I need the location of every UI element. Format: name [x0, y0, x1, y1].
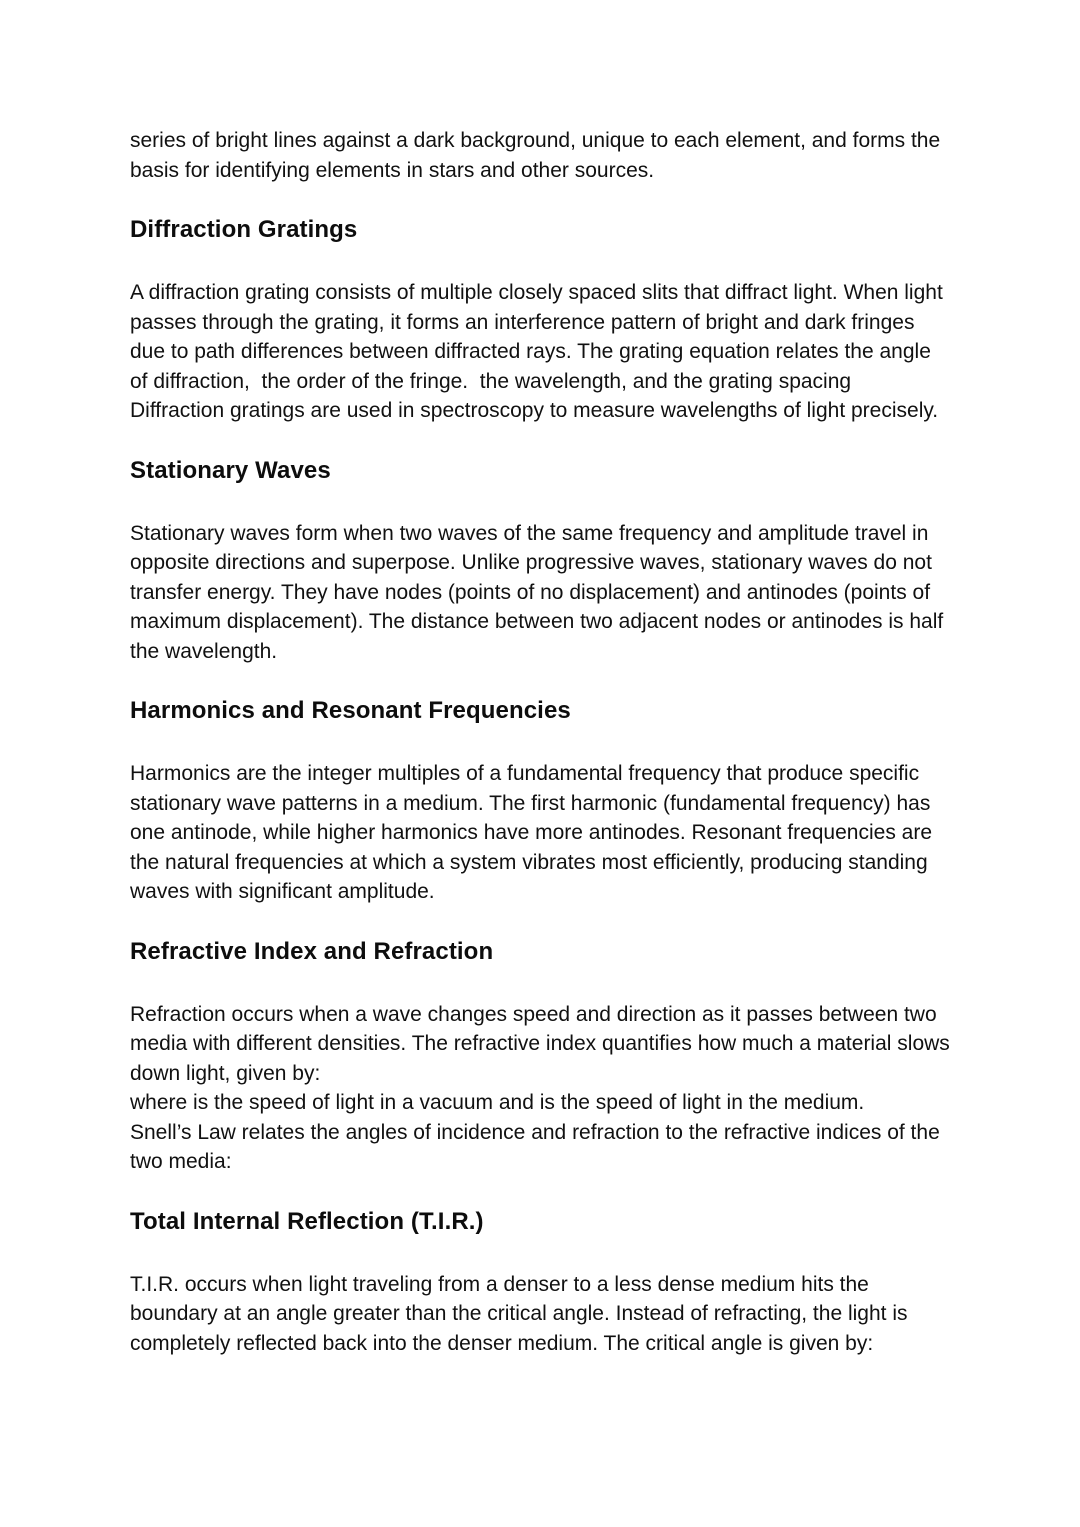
- paragraph: where is the speed of light in a vacuum and is the speed of light in the medium.: [130, 1091, 865, 1114]
- paragraph: Snell’s Law relates the angles of incidence and refraction to the refractive indices of the two media:: [130, 1120, 946, 1173]
- document-content: [130, 126, 956, 1358]
- section-heading-harmonics-resonant-frequencies: Harmonics and Resonant Frequencies: [130, 697, 571, 724]
- section-heading-stationary-waves: Stationary Waves: [130, 456, 331, 484]
- paragraph-continuation: series of bright lines against a dark background, unique to each element, and forms the basis for identifying elements in stars and other sources.: [130, 129, 946, 182]
- paragraph: Harmonics are the integer multiples of a fundamental frequency that produce specific stationary wave patterns in a medium. The first harmonic (fundamental frequency) has one antinode, while higher harmonics have more antinodes. Resonant frequencies are the natural frequencies at which a system vibrates most efficiently, producing standing waves with significant amplitude.: [130, 762, 938, 903]
- section-heading-refractive-index-refraction: Refractive Index and Refraction: [130, 937, 494, 965]
- paragraph: A diffraction grating consists of multiple closely spaced slits that diffract light. When light passes through the grating, it forms an interference pattern of bright and dark fringes due to path differences between diffracted rays. The grating equation relates the angle of diffraction, the order of the fringe. the wavelength, and the grating spacing: [130, 281, 949, 393]
- paragraph: T.I.R. occurs when light traveling from a denser to a less dense medium hits the boundary at an angle greater than the critical angle. Instead of refracting, the light is completely reflected back into the denser medium. The critical angle is given by:: [130, 1272, 914, 1355]
- paragraph: Refraction occurs when a wave changes speed and direction as it passes between two media with different densities. The refractive index quantifies how much a material slows down light, given by:: [130, 1002, 956, 1085]
- paragraph: Diffraction gratings are used in spectroscopy to measure wavelengths of light precisely.: [130, 399, 939, 422]
- section-heading-total-internal-reflection: Total Internal Reflection (T.I.R.): [130, 1207, 484, 1235]
- section-heading-diffraction-gratings: Diffraction Gratings: [130, 216, 358, 243]
- paragraph: Stationary waves form when two waves of the same frequency and amplitude travel in opposite directions and superpose. Unlike progressive waves, stationary waves do not transfer energy. They have nodes (points of no displacement) and antinodes (points of maximum displacement). The distance between two adjacent nodes or antinodes is half the wavelength.: [130, 521, 950, 663]
